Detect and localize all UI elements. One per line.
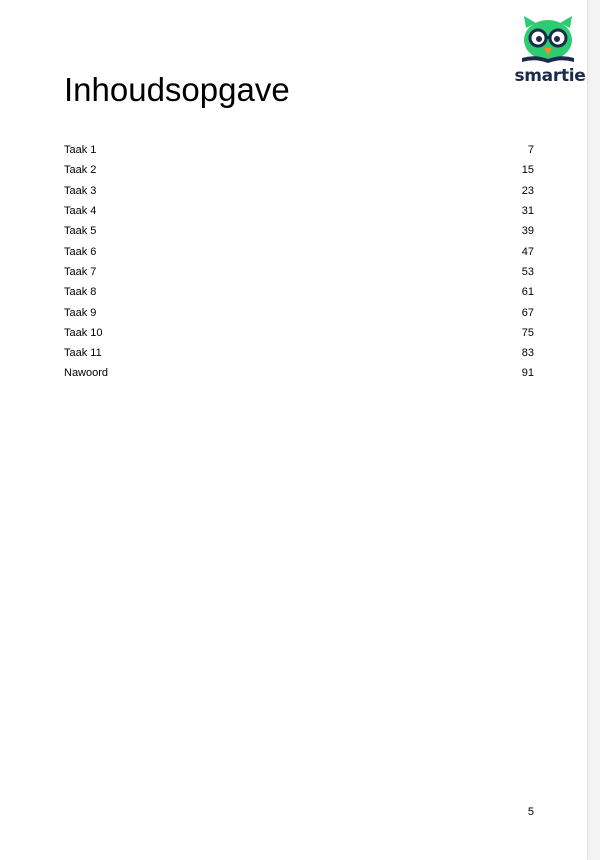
toc-entry-page: 61 xyxy=(521,286,534,299)
toc-entry-page: 67 xyxy=(521,306,534,319)
toc-entry-label: Taak 6 xyxy=(64,245,97,258)
toc-entry-label: Taak 11 xyxy=(64,347,102,360)
toc-entry-page: 75 xyxy=(521,326,534,339)
toc-entry-label: Taak 10 xyxy=(64,326,103,339)
toc-entry[interactable] xyxy=(64,201,534,221)
toc-entry[interactable] xyxy=(64,343,534,363)
toc-entry-label: Taak 9 xyxy=(64,306,97,319)
toc-entry[interactable] xyxy=(64,302,534,322)
toc-entry[interactable] xyxy=(64,221,534,241)
page-number: 5 xyxy=(527,806,534,818)
toc-entry-page: 31 xyxy=(521,205,534,218)
toc-entry-page: 15 xyxy=(521,164,534,177)
toc-entry[interactable] xyxy=(64,282,534,302)
toc-entry[interactable] xyxy=(64,323,534,343)
toc-entry-page: 53 xyxy=(521,265,534,278)
toc-entry-label: Taak 1 xyxy=(64,144,97,157)
toc-entry-page: 7 xyxy=(527,144,534,157)
toc-entry[interactable] xyxy=(64,262,534,282)
toc-entry-label: Nawoord xyxy=(64,367,109,380)
toc-entry-label: Taak 4 xyxy=(64,205,97,218)
toc-entry-label: Taak 5 xyxy=(64,225,97,238)
logo-wordmark: smartie xyxy=(514,66,586,86)
page-title: Inhoudsopgave xyxy=(64,71,290,108)
toc-entry[interactable] xyxy=(64,363,534,383)
toc-entry-label: Taak 8 xyxy=(64,286,97,299)
table-of-contents xyxy=(64,140,534,384)
smartie-logo xyxy=(512,14,588,90)
toc-entry-label: Taak 7 xyxy=(64,265,97,278)
toc-entry-page: 47 xyxy=(521,245,534,258)
toc-entry-page: 83 xyxy=(521,347,534,360)
toc-entry[interactable] xyxy=(64,181,534,201)
toc-entry[interactable] xyxy=(64,160,534,180)
toc-entry[interactable] xyxy=(64,241,534,261)
toc-entry-label: Taak 2 xyxy=(64,164,97,177)
toc-entry-label: Taak 3 xyxy=(64,184,97,197)
owl-with-glasses-on-book-icon xyxy=(516,14,580,66)
toc-entry[interactable] xyxy=(64,140,534,160)
toc-entry-page: 23 xyxy=(521,184,534,197)
toc-entry-page: 39 xyxy=(521,225,534,238)
toc-entry-page: 91 xyxy=(521,367,534,380)
